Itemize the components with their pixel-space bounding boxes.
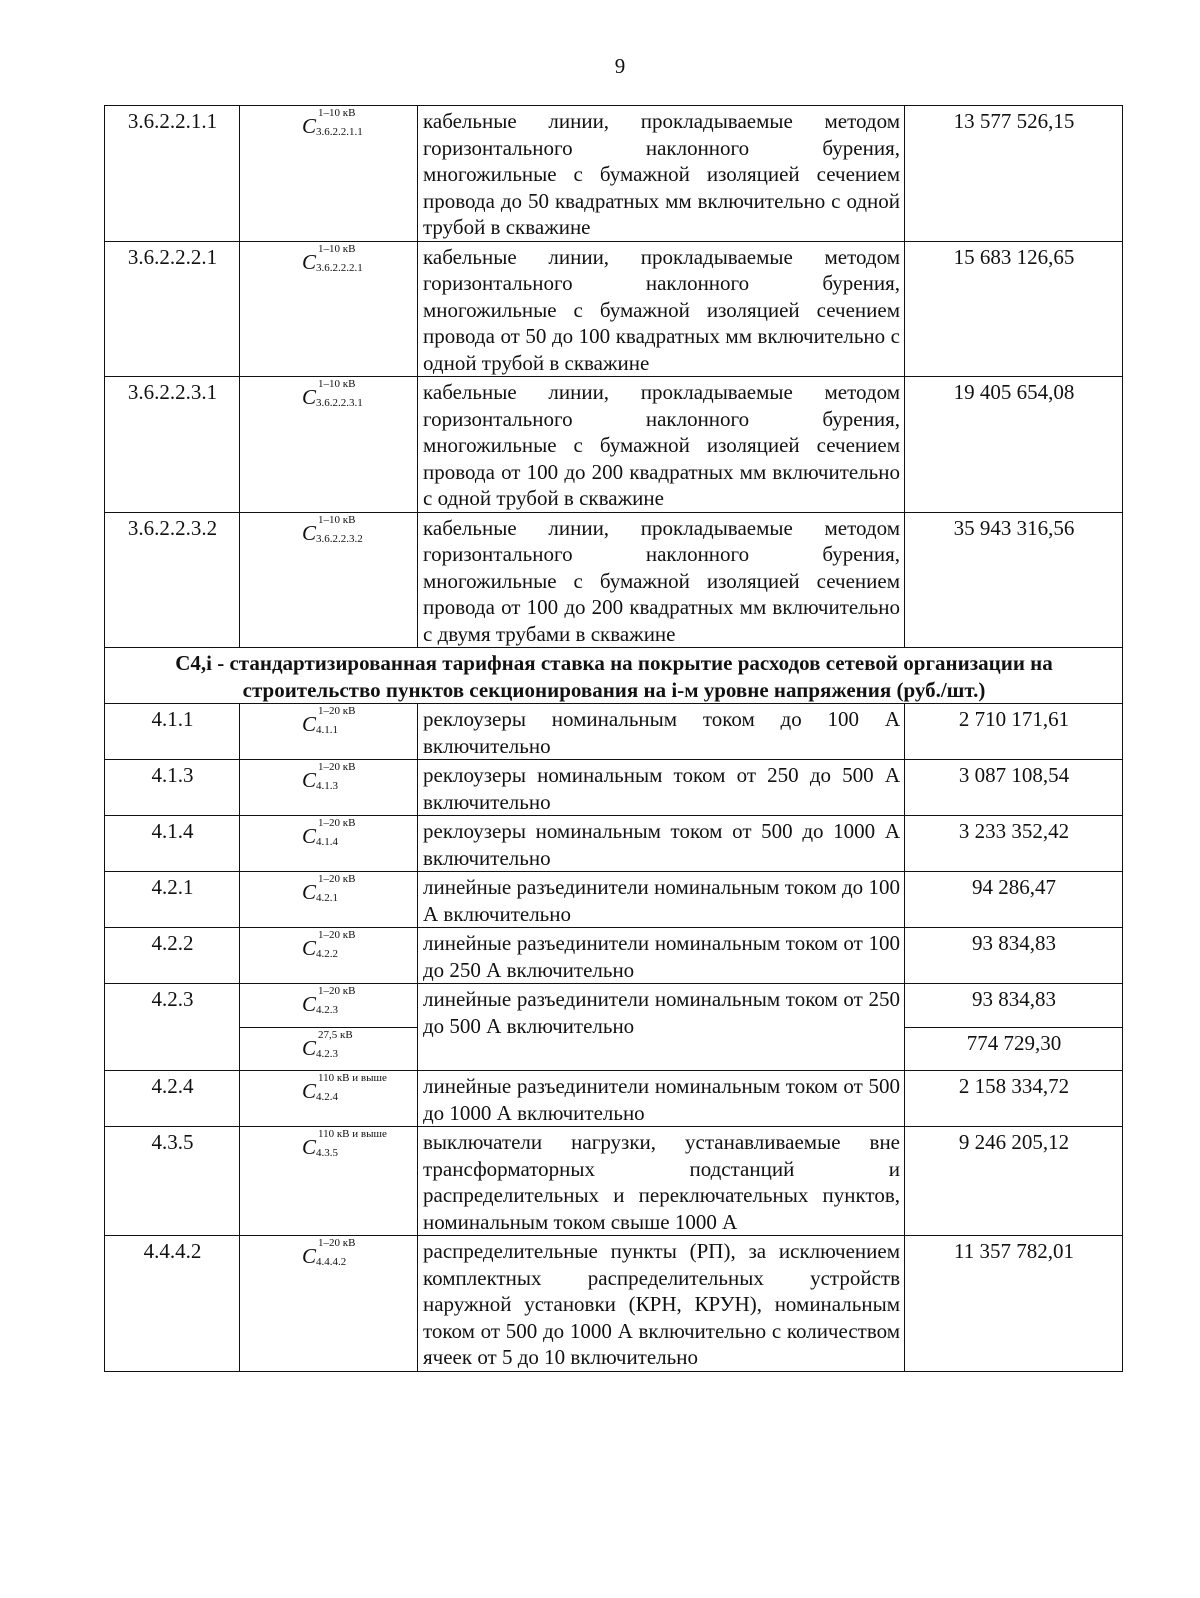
tariff-symbol: [282, 1238, 376, 1272]
row-code: 4.3.5: [105, 1127, 240, 1236]
symbol-voltage: 27,5 кВ: [318, 1028, 353, 1041]
row-value: 3 233 352,42: [905, 816, 1123, 872]
tariff-symbol: [282, 986, 376, 1020]
tariff-symbol: [282, 818, 376, 852]
symbol-letter: C: [302, 880, 317, 904]
symbol-letter: C: [302, 114, 317, 138]
row-symbol-cell: [240, 106, 418, 242]
tariff-symbol: [282, 1030, 376, 1064]
row-description: реклоузеры номинальным током от 250 до 500 А включительно: [418, 760, 905, 816]
row-code: 4.4.4.2: [105, 1236, 240, 1372]
row-code: 4.1.3: [105, 760, 240, 816]
row-symbol-cell: [240, 872, 418, 928]
symbol-index: 4.1.3: [316, 780, 338, 792]
row-symbol-cell: [240, 760, 418, 816]
symbol-voltage: 1–20 кВ: [318, 817, 356, 829]
symbol-index: 4.2.3: [316, 1047, 338, 1060]
row-value: 19 405 654,08: [905, 377, 1123, 513]
row-code: 3.6.2.2.3.2: [105, 512, 240, 648]
row-symbol-cell: [240, 512, 418, 648]
row-symbol-cell: [240, 1027, 418, 1071]
tariff-symbol: [282, 1128, 387, 1163]
row-value: 11 357 782,01: [905, 1236, 1123, 1372]
table-row: [105, 241, 1123, 377]
symbol-index: 4.1.4: [316, 836, 338, 848]
table-row: [105, 1236, 1123, 1372]
table-row: [105, 512, 1123, 648]
table-row: [105, 760, 1123, 816]
row-description: реклоузеры номинальным током от 500 до 1000 А включительно: [418, 816, 905, 872]
row-code: 4.1.4: [105, 816, 240, 872]
tariff-symbol: [282, 244, 376, 278]
symbol-voltage: 110 кВ и выше: [318, 1072, 387, 1084]
symbol-letter: C: [302, 385, 317, 409]
symbol-index: 4.2.3: [316, 1004, 338, 1016]
symbol-voltage: 1–10 кВ: [318, 107, 356, 119]
symbol-index: 3.6.2.2.3.2: [316, 532, 363, 545]
symbol-voltage: 1–20 кВ: [318, 705, 356, 717]
symbol-letter: C: [302, 712, 317, 736]
row-code: 3.6.2.2.2.1: [105, 241, 240, 377]
row-description: выключатели нагрузки, устанавливаемые вне трансформаторных подстанций и распределительных и переключательных пунктов, номинальным током свыше 1000 А: [418, 1127, 905, 1236]
row-value: 9 246 205,12: [905, 1127, 1123, 1236]
symbol-voltage: 1–20 кВ: [318, 1237, 356, 1249]
tariff-symbol: [282, 108, 376, 142]
row-value: 94 286,47: [905, 872, 1123, 928]
symbol-voltage: 1–20 кВ: [318, 873, 356, 885]
table-row: [105, 1071, 1123, 1127]
tariff-symbol: [282, 762, 376, 796]
row-description: кабельные линии, прокладываемые методом горизонтального наклонного бурения, многожильные с бумажной изоляцией сечением провода до 50 квадратных мм включительно с одной трубой в скважине: [418, 106, 905, 242]
symbol-index: 4.4.4.2: [316, 1256, 347, 1268]
row-code: 4.1.1: [105, 704, 240, 760]
table-row: [105, 704, 1123, 760]
symbol-voltage: 1–20 кВ: [318, 929, 356, 941]
row-value: 2 710 171,61: [905, 704, 1123, 760]
table-row: [105, 377, 1123, 513]
row-description: кабельные линии, прокладываемые методом горизонтального наклонного бурения, многожильные с бумажной изоляцией сечением провода от 100 до 200 квадратных мм включительно с одной трубой в скважине: [418, 377, 905, 513]
symbol-voltage: 110 кВ и выше: [318, 1128, 387, 1140]
symbol-index: 3.6.2.2.2.1: [316, 261, 363, 274]
row-description: реклоузеры номинальным током до 100 А включительно: [418, 704, 905, 760]
symbol-letter: C: [302, 992, 317, 1016]
row-symbol-cell: [240, 928, 418, 984]
row-value: 93 834,83: [905, 928, 1123, 984]
symbol-index: 3.6.2.2.1.1: [316, 126, 363, 138]
row-symbol-cell: [240, 704, 418, 760]
tariff-symbol: [282, 379, 376, 413]
row-symbol-cell: [240, 1236, 418, 1372]
row-description: линейные разъединители номинальным током от 250 до 500 А включительно: [418, 984, 905, 1071]
symbol-letter: C: [302, 1079, 317, 1103]
section-header-text: С4,i - стандартизированная тарифная ставка на покрытие расходов сетевой организации на строительство пунктов секционирования на i-м уровне напряжения (руб./шт.): [105, 648, 1123, 704]
row-value: 35 943 316,56: [905, 512, 1123, 648]
symbol-letter: C: [302, 936, 317, 960]
symbol-voltage: 1–20 кВ: [318, 985, 356, 997]
symbol-voltage: 1–10 кВ: [318, 378, 356, 390]
tariff-symbol: [282, 930, 376, 964]
row-symbol-cell: [240, 377, 418, 513]
row-description: линейные разъединители номинальным током от 500 до 1000 А включительно: [418, 1071, 905, 1127]
table-body-part1: [105, 106, 1123, 648]
row-description: линейные разъединители номинальным током до 100 А включительно: [418, 872, 905, 928]
table-row: [105, 984, 1123, 1028]
table-body-part2: [105, 704, 1123, 984]
row-description: распределительные пункты (РП), за исключением комплектных распределительных устройств наружной установки (КРН, КРУН), номинальным током от 500 до 1000 А включительно с количеством ячеек от 5 до 10 включительно: [418, 1236, 905, 1372]
row-symbol-cell: [240, 1071, 418, 1127]
row-code: 4.2.4: [105, 1071, 240, 1127]
table-row: [105, 928, 1123, 984]
row-value: 3 087 108,54: [905, 760, 1123, 816]
row-symbol-cell: [240, 1127, 418, 1236]
table-row: [105, 106, 1123, 242]
symbol-index: 4.1.1: [316, 724, 338, 736]
symbol-letter: C: [302, 1244, 317, 1268]
row-code: 4.2.1: [105, 872, 240, 928]
page-number: 9: [614, 54, 626, 78]
symbol-index: 3.6.2.2.3.1: [316, 397, 363, 409]
row-symbol-cell: [240, 984, 418, 1028]
symbol-index: 4.2.2: [316, 948, 338, 960]
symbol-voltage: 1–10 кВ: [318, 242, 356, 255]
row-symbol-cell: [240, 241, 418, 377]
symbol-voltage: 1–20 кВ: [318, 761, 356, 773]
row-code: 4.2.2: [105, 928, 240, 984]
row-symbol-cell: [240, 816, 418, 872]
tariff-symbol: [282, 515, 376, 549]
row-description: кабельные линии, прокладываемые методом горизонтального наклонного бурения, многожильные с бумажной изоляцией сечением провода от 100 до 200 квадратных мм включительно с двумя трубами в скважине: [418, 512, 905, 648]
table-row: [105, 1127, 1123, 1236]
section-header-row: [105, 648, 1123, 704]
row-description: кабельные линии, прокладываемые методом горизонтального наклонного бурения, многожильные с бумажной изоляцией сечением провода от 50 до 100 квадратных мм включительно с одной трубой в скважине: [418, 241, 905, 377]
tariff-symbol: [282, 706, 376, 740]
tariff-table: [104, 105, 1123, 1372]
row-value: 774 729,30: [905, 1027, 1123, 1071]
symbol-index: 4.2.4: [316, 1091, 338, 1103]
symbol-letter: C: [302, 824, 317, 848]
row-value: 13 577 526,15: [905, 106, 1123, 242]
symbol-voltage: 1–10 кВ: [318, 513, 356, 526]
row-value: 93 834,83: [905, 984, 1123, 1028]
row-description: линейные разъединители номинальным током от 100 до 250 А включительно: [418, 928, 905, 984]
table-row-4-2-3-group: [105, 984, 1123, 1071]
symbol-letter: C: [302, 520, 317, 545]
tariff-symbol: [282, 874, 376, 908]
table-section-header: [105, 648, 1123, 704]
symbol-letter: C: [302, 249, 317, 274]
table-row: [105, 816, 1123, 872]
row-value: 15 683 126,65: [905, 241, 1123, 377]
symbol-letter: C: [302, 1035, 317, 1060]
row-code: 4.2.3: [105, 984, 240, 1071]
table-body-part3: [105, 1071, 1123, 1372]
row-value: 2 158 334,72: [905, 1071, 1123, 1127]
symbol-index: 4.3.5: [316, 1147, 338, 1159]
row-code: 3.6.2.2.1.1: [105, 106, 240, 242]
table-row: [105, 872, 1123, 928]
tariff-symbol: [282, 1072, 387, 1107]
row-code: 3.6.2.2.3.1: [105, 377, 240, 513]
symbol-index: 4.2.1: [316, 892, 338, 904]
symbol-letter: C: [302, 1135, 317, 1159]
symbol-letter: C: [302, 768, 317, 792]
